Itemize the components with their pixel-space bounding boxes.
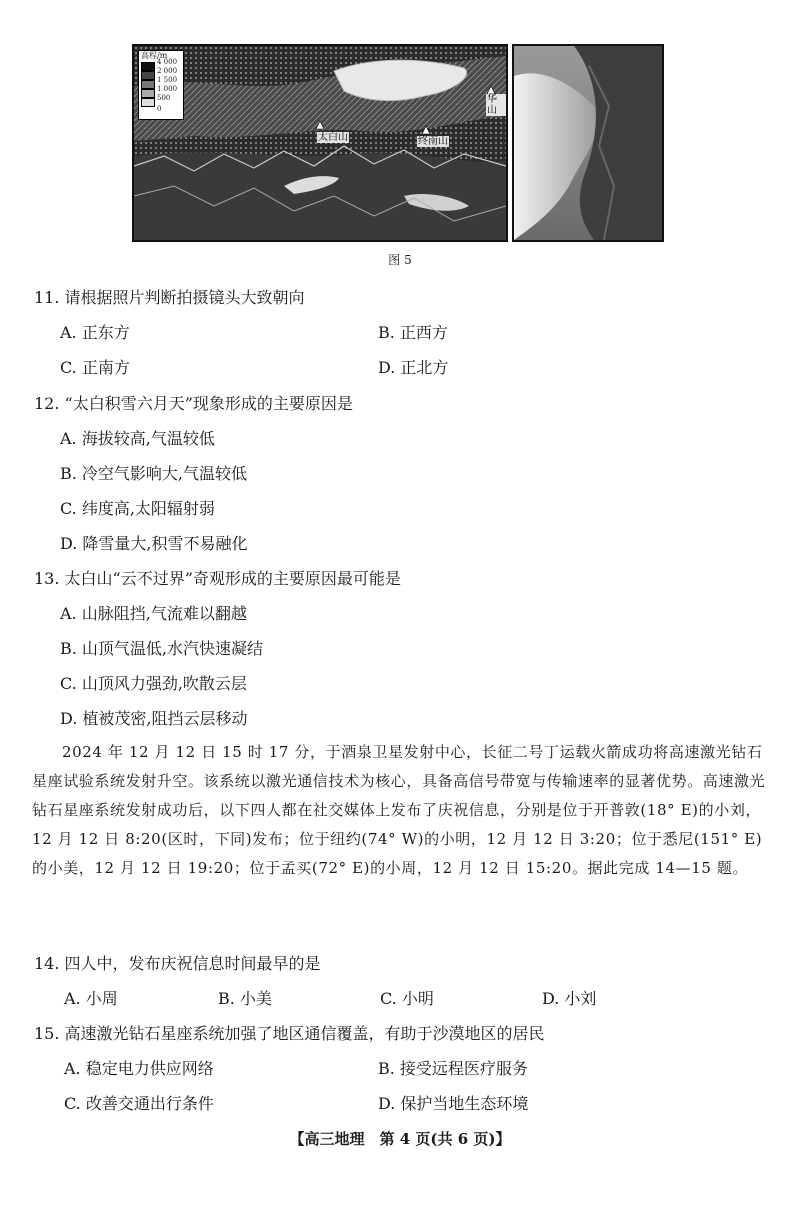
q13-option-d: D. 植被茂密,阻挡云层移动	[60, 709, 248, 728]
legend-swatch	[141, 98, 155, 107]
legend-title: 高程/m	[141, 51, 168, 60]
question-13-stem: 13. 太白山“云不过界”奇观形成的主要原因最可能是	[34, 569, 401, 588]
mountain-photo	[512, 44, 664, 242]
q11-option-b: B. 正西方	[378, 323, 448, 342]
q12-option-c: C. 纬度高,太阳辐射弱	[60, 499, 215, 518]
legend-level: 1 500	[157, 76, 178, 84]
legend-swatch	[141, 62, 155, 71]
reading-passage: 2024 年 12 月 12 日 15 时 17 分，于酒泉卫星发射中心，长征二号丁运载火箭成功将高速激光钻石星座试验系统发射升空。该系统以激光通信技术为核心，具备高信号带宽与传输速率的显著优势。高速激光钻石星座系统发射成功后，以下四人都在社交媒体上发布了庆祝信息，分别是位于开普敦(18° E)的小刘，12 月 12 日 8:20(区时，下同)发布；位于纽约(74° W)的小明，12 月 12 日 3:20；位于悉尼(151° E)的小美，12 月 12 日 19:20；位于孟买(72° E)的小周，12 月 12 日 15:20。据此完成 14—15 题。	[32, 743, 766, 877]
question-11-stem: 11. 请根据照片判断拍摄镜头大致朝向	[34, 288, 305, 307]
elevation-map	[132, 44, 508, 242]
page-footer: 【高三地理 第 4 页(共 6 页)】	[289, 1130, 511, 1148]
peak-label-zhongnan: 终南山	[418, 136, 448, 147]
q12-option-a: A. 海拔较高,气温较低	[60, 429, 215, 448]
legend-level: 500	[157, 94, 171, 102]
q15-option-d: D. 保护当地生态环境	[378, 1094, 529, 1113]
q11-option-d: D. 正北方	[378, 358, 449, 377]
legend-swatch	[141, 80, 155, 89]
q12-option-d: D. 降雪量大,积雪不易融化	[60, 534, 248, 553]
q13-option-c: C. 山顶风力强劲,吹散云层	[60, 674, 247, 693]
terrain-illustration	[134, 46, 506, 240]
question-12-stem: 12. “太白积雪六月天”现象形成的主要原因是	[34, 394, 353, 413]
legend-level: 0	[157, 105, 162, 113]
figure-5	[132, 44, 664, 244]
elevation-legend	[138, 50, 184, 120]
q15-option-a: A. 稳定电力供应网络	[64, 1059, 214, 1078]
legend-level: 4 000	[157, 58, 178, 66]
peak-label-taibai: 太白山	[318, 132, 348, 143]
q13-option-b: B. 山顶气温低,水汽快速凝结	[60, 639, 264, 658]
q14-option-b: B. 小美	[218, 989, 272, 1008]
question-14-stem: 14. 四人中，发布庆祝信息时间最早的是	[34, 954, 321, 973]
cloud-photo-illustration	[514, 46, 662, 240]
q14-option-c: C. 小明	[380, 989, 434, 1008]
q12-option-b: B. 冷空气影响大,气温较低	[60, 464, 248, 483]
q11-option-c: C. 正南方	[60, 358, 130, 377]
q15-option-b: B. 接受远程医疗服务	[378, 1059, 528, 1078]
question-15-stem: 15. 高速激光钻石星座系统加强了地区通信覆盖，有助于沙漠地区的居民	[34, 1024, 545, 1043]
legend-swatch	[141, 71, 155, 80]
legend-level: 1 000	[157, 85, 178, 93]
figure-caption: 图 5	[388, 253, 412, 267]
legend-swatch	[141, 89, 155, 98]
q14-option-a: A. 小周	[64, 989, 118, 1008]
legend-level: 2 000	[157, 67, 178, 75]
q14-option-d: D. 小刘	[542, 989, 597, 1008]
q11-option-a: A. 正东方	[60, 323, 130, 342]
q15-option-c: C. 改善交通出行条件	[64, 1094, 214, 1113]
peak-label-hua: 华山	[486, 94, 506, 116]
q13-option-a: A. 山脉阻挡,气流难以翻越	[60, 604, 247, 623]
